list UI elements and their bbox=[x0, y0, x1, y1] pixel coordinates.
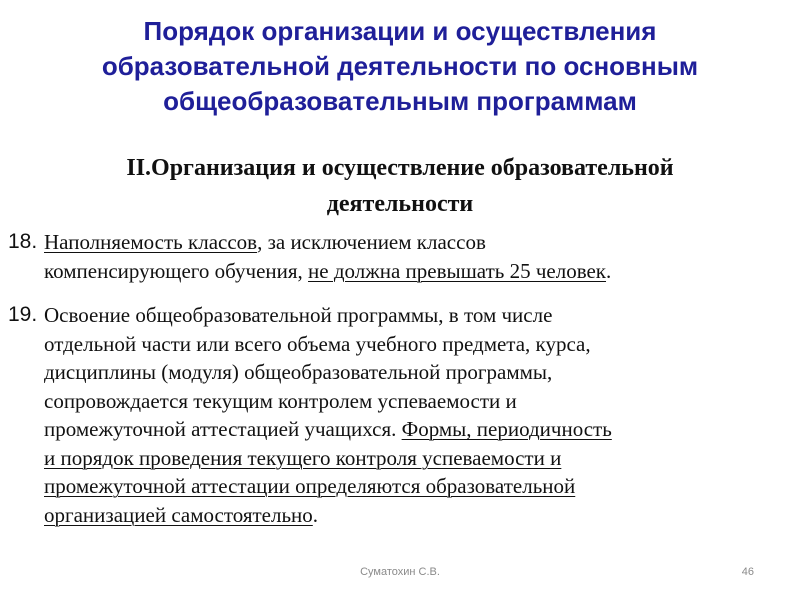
paragraph-19 bbox=[8, 301, 788, 529]
paragraph-line bbox=[44, 358, 788, 387]
paragraph-line bbox=[44, 330, 788, 359]
paragraph-line bbox=[44, 257, 788, 286]
slide-number: 46 bbox=[741, 566, 754, 578]
paragraph-line bbox=[44, 501, 788, 530]
paragraph-line bbox=[44, 301, 788, 330]
paragraph-line bbox=[44, 472, 788, 501]
underlined-text: промежуточной аттестации определяются образовательной bbox=[44, 474, 576, 498]
underlined-text: Наполняемость классов bbox=[44, 230, 258, 254]
paragraph-line bbox=[44, 444, 788, 473]
paragraph-number: 18. bbox=[8, 230, 38, 253]
underlined-text: и порядок проведения текущего контроля успеваемости и bbox=[44, 445, 562, 470]
section-heading-line: деятельности bbox=[326, 191, 474, 217]
footer-author: Суматохин С.В. bbox=[360, 566, 440, 578]
paragraph-number: 19. bbox=[8, 303, 38, 326]
text-segment: . bbox=[312, 502, 319, 527]
slide-title-line: общеобразовательным программам bbox=[163, 86, 637, 116]
section-heading-line: II.Организация и осуществление образовательной bbox=[126, 155, 674, 181]
paragraph-body bbox=[44, 228, 788, 285]
text-segment: , за исключением классов bbox=[257, 230, 486, 254]
underlined-text: не должна превышать 25 человек bbox=[308, 258, 607, 283]
paragraph-body bbox=[44, 301, 788, 529]
underlined-text: Формы, периодичность bbox=[401, 417, 612, 441]
paragraph-line bbox=[44, 387, 788, 416]
slide-title-line: образовательной деятельности по основным bbox=[101, 51, 699, 81]
text-segment: дисциплины (модуля) общеобразовательной программы, bbox=[44, 360, 553, 384]
text-segment: . bbox=[606, 258, 612, 283]
paragraph-line bbox=[44, 228, 788, 257]
slide-title-line: Порядок организации и осуществления bbox=[143, 16, 657, 46]
text-segment: компенсирующего обучения, bbox=[44, 258, 309, 283]
text-segment: сопровождается текущим контролем успеваемости и bbox=[44, 388, 517, 413]
slide-title bbox=[20, 14, 780, 119]
text-segment: промежуточной аттестацией учащихся. bbox=[44, 417, 402, 441]
section-heading bbox=[30, 150, 770, 222]
paragraph-line bbox=[44, 415, 788, 444]
underlined-text: организацией самостоятельно bbox=[44, 502, 313, 527]
text-segment: отдельной части или всего объема учебного предмета, курса, bbox=[44, 331, 591, 356]
text-segment: Освоение общеобразовательной программы, в том числе bbox=[44, 303, 553, 327]
paragraph-18 bbox=[8, 228, 788, 285]
